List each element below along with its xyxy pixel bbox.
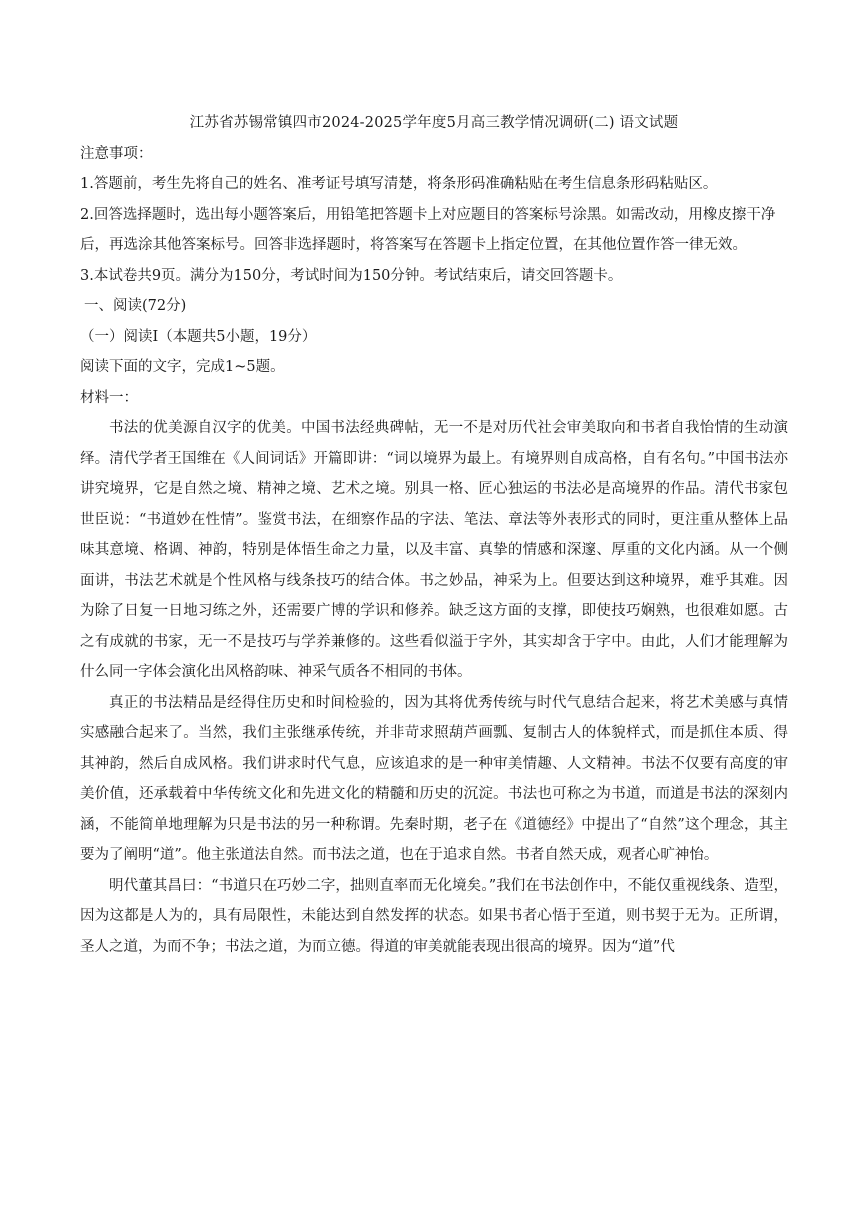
notice-item-1: 1.答题前，考生先将自己的姓名、准考证号填写清楚，将条形码准确粘贴在考生信息条形码粘贴区。 xyxy=(80,176,718,192)
notice-item-2: 2.回答选择题时，选出每小题答案后，用铅笔把答题卡上对应题目的答案标号涂黑。如需改动，用橡皮擦干净后，再选涂其他答案标号。回答非选择题时，将答案写在答题卡上指定位置，在其他位置作答一律无效。 xyxy=(80,206,776,253)
exam-title: 江苏省苏锡常镇四市2024-2025学年度5月高三教学情况调研(二) 语文试题 xyxy=(189,115,679,131)
notice-heading: 注意事项： xyxy=(80,145,153,162)
material-label: 材料一： xyxy=(80,389,138,406)
subsection-heading: （一）阅读Ⅰ（本题共5小题，19分） xyxy=(80,328,317,345)
reading-instruction: 阅读下面的文字，完成1~5题。 xyxy=(80,359,285,375)
notice-item-3: 3.本试卷共9页。满分为150分，考试时间为150分钟。考试结束后，请交回答题卡。 xyxy=(80,267,623,284)
exam-page xyxy=(80,108,788,962)
body-paragraph-3: 明代董其昌曰：“书道只在巧妙二字，拙则直率而无化境矣。”我们在书法创作中，不能仅重视线条、造型，因为这都是人为的，具有局限性，未能达到自然发挥的状态。如果书者心悟于至道，则书契于无为。正所谓，圣人之道，为而不争；书法之道，为而立德。得道的审美就能表现出很高的境界。因为“道”代 xyxy=(80,877,788,955)
section-heading: 一、阅读(72分) xyxy=(84,298,187,314)
body-paragraph-2: 真正的书法精品是经得住历史和时间检验的，因为其将优秀传统与时代气息结合起来，将艺术美感与真情实感融合起来了。当然，我们主张继承传统，并非苛求照葫芦画瓢、复制古人的体貌样式，而是抓住本质、得其神韵，然后自成风格。我们讲求时代气息，应该追求的是一种审美情趣、人文精神。书法不仅要有高度的审美价值，还承载着中华传统文化和先进文化的精髓和历史的沉淀。书法也可称之为书道，而道是书法的深刻内涵，不能简单地理解为只是书法的另一种称谓。先秦时期，老子在《道德经》中提出了“自然”这个理念，其主要为了阐明“道”。他主张道法自然。而书法之道，也在于追求自然。书者自然天成，观者心旷神怡。 xyxy=(80,694,788,863)
body-paragraph-1: 书法的优美源自汉字的优美。中国书法经典碑帖，无一不是对历代社会审美取向和书者自我怡情的生动演绎。清代学者王国维在《人间词话》开篇即讲：“词以境界为最上。有境界则自成高格，自有名句。”中国书法亦讲究境界，它是自然之境、精神之境、艺术之境。别具一格、匠心独运的书法必是高境界的作品。清代书家包世臣说：“书道妙在性情”。鉴赏书法，在细察作品的字法、笔法、章法等外表形式的同时，更注重从整体上品味其意境、格调、神韵，特别是体悟生命之力量，以及丰富、真挚的情感和深邃、厚重的文化内涵。从一个侧面讲，书法艺术就是个性风格与线条技巧的结合体。书之妙品，神采为上。但要达到这种境界，难乎其难。因为除了日复一日地习练之外，还需要广博的学识和修养。缺乏这方面的支撑，即使技巧娴熟，也很难如愿。古之有成就的书家，无一不是技巧与学养兼修的。这些看似溢于字外，其实却含于字中。由此，人们才能理解为什么同一字体会演化出风格韵味、神采气质各不相同的书体。 xyxy=(80,420,788,680)
